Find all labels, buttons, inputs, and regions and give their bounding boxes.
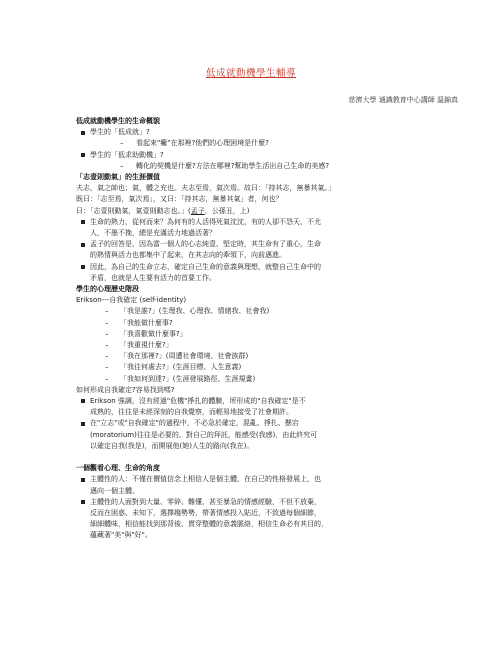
dash-item: – 「我如何到達?」(生涯發展路徑、生涯規畫)	[76, 374, 456, 385]
dash-item: – 「我在那裡?」(周遭社會環境、社會族群)	[76, 351, 456, 362]
dash-item: – 「我是誰?」(生理我、心理我、情緒我、社會我)	[76, 306, 456, 317]
dash-item: – 「我喜歡做什麼事?」	[76, 329, 456, 340]
bullet-item	[76, 239, 456, 261]
paragraph-line: Erikson---自我確定 (self-identity)	[76, 296, 187, 305]
bullet-line: 細細體味，相信能找到那背後、貫穿整體的意義脈絡，相信生命必有其目的，	[90, 520, 328, 529]
dash-item: – 轉化的契機是什麼?方法在哪裡?幫助學生活出自己生命的美感?	[76, 161, 456, 172]
paragraph-line: 既曰：「志至焉，氣次焉」，又曰：「持其志，無暴其氣」者，何也？	[76, 195, 283, 204]
paragraph-line: 如何形成自我確定?容易找到嗎?	[76, 385, 175, 394]
citation-text: ，公孫丑，上)	[204, 206, 250, 215]
dash-item: – 看起來"癱"在那裡?他們的心理困境是什麼?	[76, 138, 456, 149]
section-heading: 學生的心理歷史階段	[76, 285, 139, 294]
citation-link[interactable]: 孟子	[190, 206, 205, 215]
bullet-line: 以確定自我(我是)，而開展他(她)人生的路向(我在)。	[90, 441, 254, 450]
dash-item: – 「我能做什麼事?	[76, 318, 456, 329]
bullet-item: 學生的「低成就」?	[76, 127, 456, 138]
section-heading: 「志壹則動氣」的生涯價值	[76, 173, 160, 182]
bullet-line: 的熱情與活力也都集中了起來，在其志向的牽領下，向前邁進。	[90, 251, 286, 260]
dash-item: – 「我往何處去?」(生涯目標、人生意義)	[76, 362, 456, 373]
bullet-item: 學生的「低求助動機」?	[76, 150, 456, 161]
bullet-line: 主體性的人面對到大量、零碎、難懂，甚至暴急的情感經驗，不但不放棄，	[90, 497, 321, 506]
bullet-line: 反而在困惑、未知下，選擇趨勢勢、帶著情感投入貼近，不致過每個細節，	[90, 508, 321, 517]
paragraph-line: 夫志，氣之帥也；氣，體之充也。夫志至焉，氣次焉。故曰：「持其志，無暴其氣。」	[76, 184, 335, 193]
bullet-line: 蘊藏著"美"與"好"。	[90, 531, 152, 540]
section-heading: 一個觀看心理、生命的角度	[76, 464, 160, 473]
dash-item: – 「我重視什麼?」	[76, 340, 456, 351]
bullet-line: 生命的熱力，從何而來？為何有的人活得死氣沈沈，有的人卻不怨天、不尤	[90, 217, 321, 226]
bullet-line: 人，不墨不挽，總是充滿活力地過活著？	[90, 229, 216, 238]
author-line: 慈濟大學 通識教育中心講師 溫錦真	[348, 96, 458, 104]
bullet-item	[76, 497, 456, 542]
section-heading: 低成就動機學生的生命概貌	[76, 117, 160, 125]
bullet-line: 因此，為自己的生命立志，確定自己生命的意義與理想，就整自己生命中的	[90, 262, 321, 271]
bullet-line: 主體性的人：不僅在價值信念上相信人是個主體，在自己的性格發展上，也	[90, 475, 321, 484]
citation-text: 曰：「志壹則動氣，氣壹則動志也。」(	[76, 206, 191, 215]
bullet-line: 在"立志"或"自我確定"的過程中，不必急於確定，混亂、掙扎、懸宕	[90, 419, 299, 428]
bullet-line: Erikson 強調，沒有經過"危機"掙扎的體驗，所形成的"自我確定"是不	[90, 397, 306, 406]
document-body	[76, 116, 456, 542]
bullet-item	[76, 418, 456, 452]
bullet-item	[76, 396, 456, 418]
bullet-item	[76, 262, 456, 284]
document-title: 低成就動機學生輔導	[205, 68, 296, 79]
paragraph-line	[76, 206, 456, 217]
bullet-line: 孟子的回答是，因為當一個人的心志純壹、堅定時，其生命有了重心，生命	[90, 240, 321, 249]
bullet-line: 成熟的，往往是未經深刻的自我覺察，而輕易地接受了社會期許。	[90, 408, 293, 417]
bullet-line: 矛盾，也就是人生要有活力的首要工作。	[90, 273, 216, 282]
bullet-line: (moratorium)往往是必要的。對自己的拜託，能感受(我感)，由此終究可	[90, 430, 318, 439]
bullet-item	[76, 217, 456, 239]
bullet-line: 邁向一個主體。	[90, 486, 139, 495]
bullet-item	[76, 474, 456, 496]
